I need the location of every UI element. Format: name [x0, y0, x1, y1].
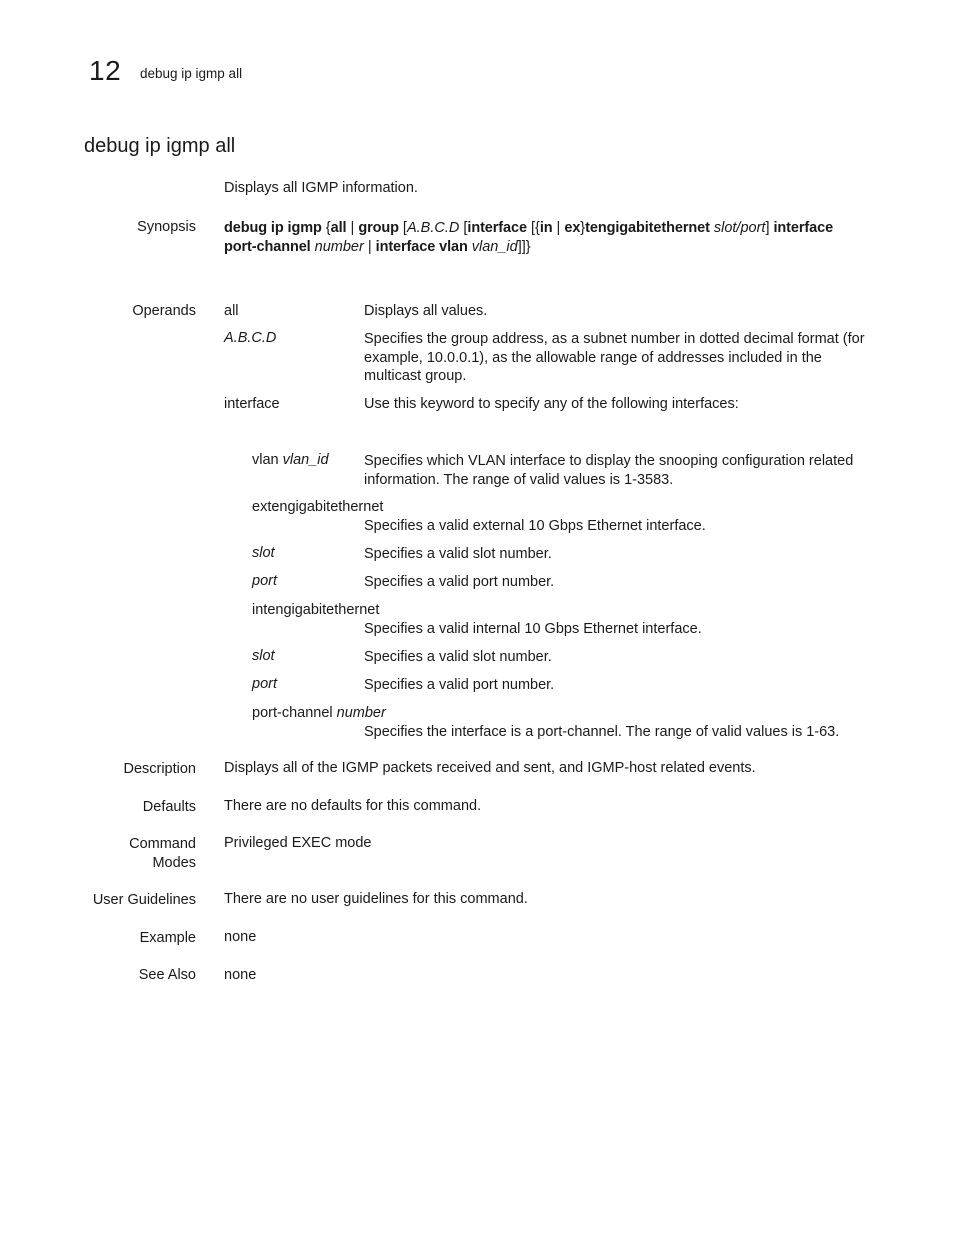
operand-ext-port-desc: Specifies a valid port number.: [364, 574, 555, 590]
operand-pc: [252, 705, 386, 721]
operand-ext-slot-desc: Specifies a valid slot number.: [364, 546, 552, 562]
syn-all: all: [330, 220, 347, 236]
defaults-text: There are no defaults for this command.: [224, 798, 482, 814]
operand-int-port-desc: Specifies a valid port number.: [364, 677, 555, 693]
syn-pipe: |: [346, 220, 359, 236]
operand-vlan: [252, 452, 329, 468]
operands-label: Operands: [132, 303, 196, 319]
chapter-title: debug ip igmp all: [140, 66, 243, 81]
syn-group: group: [358, 220, 399, 236]
description-text: Displays all of the IGMP packets received and sent, and IGMP-host related events.: [224, 760, 756, 776]
see-also-link[interactable]: none: [224, 967, 257, 983]
operand-abcd-desc: Specifies the group address, as a subnet number in dotted decimal format (for example, 10.0.0.1), as the allowable range of addresses included in the multicast group.: [364, 331, 865, 384]
command-modes-text: Privileged EXEC mode: [224, 835, 372, 851]
syn-pipe3: |: [363, 238, 376, 255]
synopsis-label: Synopsis: [137, 219, 196, 235]
modes-label: Modes: [152, 855, 196, 871]
syn-slotport: slot/port: [709, 220, 766, 236]
syn-interface: interface: [467, 220, 527, 236]
user-guidelines-text: There are no user guidelines for this command.: [224, 891, 528, 907]
operand-pc-name: port-channel: [252, 705, 333, 721]
operand-ext-slot: slot: [252, 545, 275, 561]
operand-vlan-desc: Specifies which VLAN interface to display the snooping configuration related information. The range of valid values is 1-3583.: [364, 453, 854, 488]
operand-abcd: A.B.C.D: [224, 330, 277, 346]
operand-ext-port: port: [252, 573, 277, 589]
syn-bracket3: [{: [526, 220, 540, 236]
syn-ex: ex: [564, 220, 581, 236]
operand-ext: extengigabitethernet: [252, 499, 384, 515]
syn-interface-vlan: interface vlan: [375, 238, 468, 255]
operand-vlan-name: vlan: [252, 452, 279, 468]
operand-all-desc: Displays all values.: [364, 303, 488, 319]
defaults-label: Defaults: [142, 799, 196, 815]
syn-brace2: }: [580, 220, 586, 236]
syn-bracket: [: [398, 220, 407, 236]
syn-close: ]]}: [517, 238, 531, 255]
example-label: Example: [139, 930, 196, 946]
operand-pc-arg: number: [336, 705, 386, 721]
see-also-label: See Also: [138, 967, 196, 983]
syn-vlanid: vlan_id: [467, 238, 518, 255]
operand-int-slot: slot: [252, 648, 275, 664]
operand-int-slot-desc: Specifies a valid slot number.: [364, 649, 552, 665]
operand-int-port: port: [252, 676, 277, 692]
user-guidelines-label: User Guidelines: [92, 892, 196, 908]
syn-abcd: A.B.C.D: [406, 220, 460, 236]
syn-bracket2: [: [459, 220, 468, 236]
intro-text: Displays all IGMP information.: [224, 180, 418, 196]
operand-ext-desc: Specifies a valid external 10 Gbps Ethernet interface.: [364, 518, 706, 534]
synopsis-text: [224, 219, 844, 256]
syn-cmd: debug ip igmp: [224, 220, 322, 236]
operand-all: all: [224, 303, 239, 319]
operand-interface-desc: Use this keyword to specify any of the following interfaces:: [364, 396, 739, 412]
syn-brace: {: [321, 220, 331, 236]
syn-bracket4: ]: [765, 220, 774, 236]
chapter-number: 12: [89, 55, 122, 86]
operand-int-desc: Specifies a valid internal 10 Gbps Ethernet interface.: [364, 621, 702, 637]
syn-number: number: [310, 238, 364, 255]
syn-interface2: interface: [773, 220, 834, 236]
description-label: Description: [123, 761, 196, 777]
syn-pipe2: |: [552, 220, 565, 236]
operand-int: intengigabitethernet: [252, 602, 380, 618]
syn-in: in: [539, 220, 553, 236]
syn-portchannel: port-channel: [224, 238, 311, 255]
command-label: Command: [129, 836, 196, 852]
operand-pc-desc: Specifies the interface is a port-channel. The range of valid values is 1-63.: [364, 724, 840, 740]
page-title: debug ip igmp all: [84, 135, 236, 157]
operand-interface: interface: [224, 396, 280, 412]
syn-tengig: tengigabitethernet: [585, 220, 710, 236]
example-text: none: [224, 929, 257, 945]
operand-vlan-arg: vlan_id: [282, 452, 329, 468]
